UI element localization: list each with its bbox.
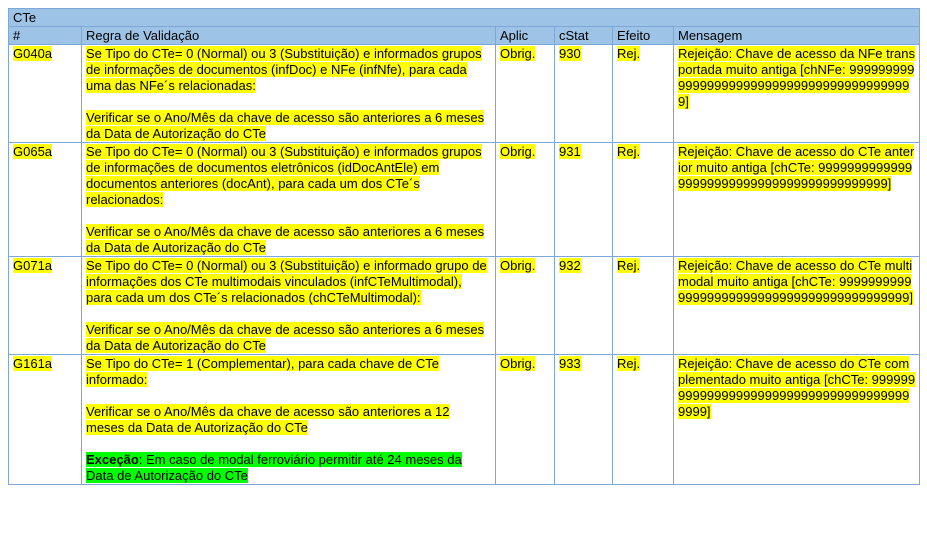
exception-text: : Em caso de modal ferroviário permitir até 24 meses da Data de Autorização do CTe	[86, 452, 462, 483]
cell-efeito	[613, 355, 674, 485]
efeito-value: Rej.	[617, 144, 641, 159]
header-efeito: Efeito	[613, 27, 674, 45]
table-header-row	[9, 27, 920, 45]
cstat-value: 933	[559, 356, 581, 371]
cell-cstat	[555, 257, 613, 355]
rule-condition: Se Tipo do CTe= 0 (Normal) ou 3 (Substituição) e informado grupo de informações dos CTe multimodais vinculados (infCTeMultimodal), para cada um dos CTe´s relacionados (chCTeMultimodal):	[86, 258, 487, 305]
message-text: Rejeição: Chave de acesso do CTe anterior muito antiga [chCTe: 999999999999999999999999999999999999999999]	[678, 144, 915, 191]
cell-mensagem	[674, 355, 920, 485]
cell-aplic	[496, 45, 555, 143]
cell-aplic	[496, 355, 555, 485]
cstat-value: 930	[559, 46, 581, 61]
header-rule: Regra de Validação	[82, 27, 496, 45]
efeito-value: Rej.	[617, 258, 641, 273]
cell-efeito	[613, 257, 674, 355]
cell-aplic	[496, 143, 555, 257]
aplic-value: Obrig.	[500, 258, 536, 273]
cell-code	[9, 355, 82, 485]
aplic-value: Obrig.	[500, 144, 536, 159]
efeito-value: Rej.	[617, 356, 641, 371]
cell-rule	[82, 355, 496, 485]
cell-efeito	[613, 45, 674, 143]
table-row	[9, 45, 920, 143]
cell-aplic	[496, 257, 555, 355]
rule-check: Verificar se o Ano/Mês da chave de acesso são anteriores a 12 meses da Data de Autorização do CTe	[86, 404, 450, 435]
cell-rule	[82, 257, 496, 355]
validation-table	[8, 8, 920, 485]
exception-label: Exceção	[86, 452, 139, 467]
table-caption: CTe	[9, 9, 920, 27]
rule-code: G040a	[13, 46, 53, 61]
rule-check: Verificar se o Ano/Mês da chave de acesso são anteriores a 6 meses da Data de Autorização do CTe	[86, 110, 485, 141]
cell-code	[9, 257, 82, 355]
cell-rule	[82, 45, 496, 143]
cell-efeito	[613, 143, 674, 257]
cell-mensagem	[674, 45, 920, 143]
header-cstat: cStat	[555, 27, 613, 45]
cell-cstat	[555, 355, 613, 485]
rule-check: Verificar se o Ano/Mês da chave de acesso são anteriores a 6 meses da Data de Autorização do CTe	[86, 322, 485, 353]
rule-condition: Se Tipo do CTe= 0 (Normal) ou 3 (Substituição) e informados grupos de informações de documentos eletrônicos (idDocAntEle) em documentos anteriores (docAnt), para cada um dos CTe´s relacionados:	[86, 144, 482, 207]
table-row	[9, 143, 920, 257]
cstat-value: 931	[559, 144, 581, 159]
cstat-value: 932	[559, 258, 581, 273]
header-code: #	[9, 27, 82, 45]
rule-check: Verificar se o Ano/Mês da chave de acesso são anteriores a 6 meses da Data de Autorização do CTe	[86, 224, 485, 255]
cell-mensagem	[674, 257, 920, 355]
message-text: Rejeição: Chave de acesso da NFe transportada muito antiga [chNFe: 999999999999999999999999999999999999999999]	[678, 46, 916, 109]
aplic-value: Obrig.	[500, 46, 536, 61]
rule-code: G065a	[13, 144, 53, 159]
cell-rule	[82, 143, 496, 257]
message-text: Rejeição: Chave de acesso do CTe complementado muito antiga [chCTe: 999999999999999999999999999999999999999999]	[678, 356, 916, 419]
table-row	[9, 257, 920, 355]
cell-cstat	[555, 45, 613, 143]
cell-code	[9, 45, 82, 143]
rule-code: G071a	[13, 258, 53, 273]
cell-mensagem	[674, 143, 920, 257]
table-caption-row	[9, 9, 920, 27]
header-mensagem: Mensagem	[674, 27, 920, 45]
rule-code: G161a	[13, 356, 53, 371]
efeito-value: Rej.	[617, 46, 641, 61]
cell-code	[9, 143, 82, 257]
aplic-value: Obrig.	[500, 356, 536, 371]
message-text: Rejeição: Chave de acesso do CTe multimodal muito antiga [chCTe: 999999999999999999999999999999999999999999]	[678, 258, 913, 305]
cell-cstat	[555, 143, 613, 257]
header-aplic: Aplic	[496, 27, 555, 45]
table-row	[9, 355, 920, 485]
rule-condition: Se Tipo do CTe= 1 (Complementar), para cada chave de CTe informado:	[86, 356, 439, 387]
exception-note	[86, 452, 462, 483]
rule-condition: Se Tipo do CTe= 0 (Normal) ou 3 (Substituição) e informados grupos de informações de documentos (infDoc) e NFe (infNfe), para cada uma das NFe´s relacionadas:	[86, 46, 482, 93]
